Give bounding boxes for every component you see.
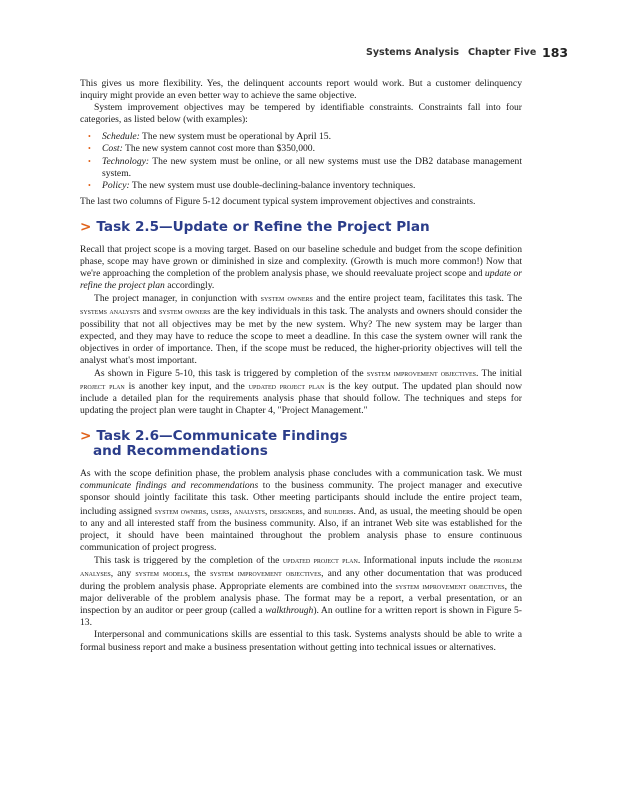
- list-item-label: Policy:: [102, 179, 130, 191]
- header-chapter-title: Chapter Five: [468, 47, 537, 58]
- paragraph: This task is triggered by the completion of the updated project plan. Informational inputs include the problem analyses, any system models, the system improvement objectives, and any other documentation that was produced during the problem analysis phase. Appropriate elements are combined into the system improvement objectives, the major deliverable of the problem analysis phase. The format may be a report, a verbal presentation, or an inspection by an auditor or peer group (called a walkthrough). An outline for a written report is shown in Figure 5-13.: [80, 554, 523, 629]
- section-heading-task-2-5: [80, 220, 522, 235]
- bullet-icon: •: [88, 180, 91, 190]
- bullet-icon: •: [88, 144, 91, 154]
- section-heading-task-2-6: [80, 429, 522, 459]
- page-body: [80, 78, 522, 654]
- bullet-icon: •: [88, 132, 91, 142]
- list-item-text: The new system must use double-declining-balance inventory techniques.: [129, 179, 416, 191]
- header-section-title: Systems Analysis: [366, 47, 460, 58]
- list-item-text: The new system must be online, or all new systems must use the DB2 database management system.: [102, 155, 522, 179]
- chevron-right-icon: >: [80, 218, 92, 235]
- page-number: 183: [542, 45, 569, 60]
- constraint-list: [80, 131, 522, 191]
- paragraph: Recall that project scope is a moving target. Based on our baseline schedule and budget from the scope definition phase, scope may have grown or diminished in size and complexity. (Growth is much more common!) Now that we're approaching the completion of the problem analysis phase, we should reevaluate project scope and update or refine the project plan accordingly.: [80, 243, 522, 292]
- paragraph: Interpersonal and communications skills are essential to this task. Systems analysts should be able to write a formal business report and make a business presentation without getting into technical issues or alternatives.: [80, 629, 522, 653]
- list-item: [88, 131, 522, 143]
- list-item-text: The new system cannot cost more than $350,000.: [122, 143, 315, 155]
- paragraph: This gives us more flexibility. Yes, the delinquent accounts report would work. But a customer delinquency inquiry might provide an even better way to achieve the same objective.: [80, 78, 522, 102]
- list-item-text: The new system must be operational by April 15.: [139, 131, 331, 143]
- paragraph: As shown in Figure 5-10, this task is triggered by completion of the system improvement objectives. The initial project plan is another key input, and the updated project plan is the key output. The updated plan should now include a detailed plan for the requirements analysis phase that should follow. The techniques and steps for updating the project plan were taught in Chapter 4, "Project Management.": [80, 367, 523, 417]
- running-header: [0, 45, 619, 65]
- list-item: [88, 143, 522, 155]
- paragraph: As with the scope definition phase, the problem analysis phase concludes with a communication task. We must communicate findings and recommendations to the business community. The project manager and executive sponsor should jointly facilitate this task. Other meeting participants should include the entire project team, including assigned system owners, users, analysts, designers, and builders. And, as usual, the meeting should be open to any and all interested staff from the business community. Also, if an intranet Web site was established for the project, it should have been maintained throughout the problem analysis phase to ensure continuous communication of project progress.: [80, 468, 522, 553]
- chevron-right-icon: >: [80, 428, 92, 445]
- heading-text: Task 2.6—Communicate Findings: [96, 428, 348, 445]
- list-item: [88, 180, 522, 192]
- paragraph: System improvement objectives may be tempered by identifiable constraints. Constraints fall into four categories, as listed below (with examples):: [80, 102, 522, 126]
- heading-text: Task 2.5—Update or Refine the Project Plan: [96, 218, 430, 235]
- bullet-icon: •: [88, 156, 91, 166]
- heading-text: and Recommendations: [93, 443, 268, 460]
- list-item: [88, 156, 522, 180]
- paragraph: The project manager, in conjunction with system owners and the entire project team, facilitates this task. The systems analysts and system owners are the key individuals in this task. The analysts and owners should consider the possibility that not all objectives may be met by the new system. Why? The new system may be larger than expected, and they may have to reduce the scope to meet a deadline. In this case the system owner will rank the objectives in order of importance. Then, if the scope must be reduced, the higher-priority objectives will tell the analyst what's most important.: [80, 293, 523, 366]
- paragraph: The last two columns of Figure 5-12 document typical system improvement objectives and constraints.: [80, 195, 476, 207]
- list-item-label: Cost:: [102, 143, 123, 155]
- list-item-label: Schedule:: [102, 131, 140, 143]
- list-item-label: Technology:: [102, 155, 150, 167]
